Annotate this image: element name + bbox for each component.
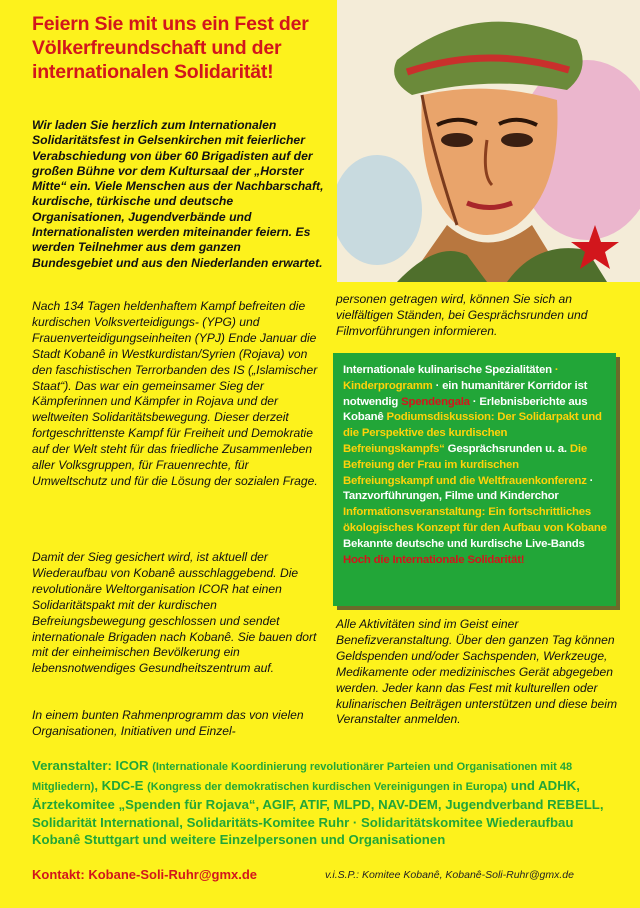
program-item-reports: Erlebnisberichte aus Kobanê	[343, 395, 588, 424]
program-separator: ·	[586, 474, 594, 487]
program-item-dance: Tanzvorführungen, Filme und Kinderchor	[343, 490, 559, 503]
program-item-talks: Gesprächsrunden u. a.	[447, 442, 567, 455]
portrait-illustration	[337, 0, 640, 282]
program-item-panel: Podiumsdiskussion: Der Solidarpakt und die Perspektive des kurdischen Befreiungskampfs“	[343, 411, 602, 455]
program-item-slogan: Hoch die Internationale Solidarität!	[343, 553, 525, 566]
program-item-kids: Kinderprogramm	[343, 379, 433, 392]
program-item-culinary: Internationale kulinarische Spezialitäten	[343, 364, 552, 376]
organizers-block	[32, 757, 617, 849]
program-item-gala: Spendengala	[401, 395, 470, 408]
organizers-kdce: , KDC-E	[94, 777, 144, 793]
program-separator: ·	[551, 364, 559, 376]
portrait-drawing	[337, 0, 640, 282]
visp-footer: v.i.S.P.: Komitee Kobanê, Kobanê-Soli-Ruhr@gmx.de	[325, 869, 574, 881]
contact-email: Kontakt: Kobane-Soli-Ruhr@gmx.de	[32, 867, 258, 882]
program-separator: ·	[432, 379, 443, 392]
body-paragraph-3-continued: personen getragen wird, können Sie sich an vielfältigen Ständen, bei Gesprächsrunden und Filmvorführungen informieren.	[336, 292, 588, 338]
body-paragraph-3: In einem bunten Rahmenprogramm das von vielen Organisationen, Initiativen und Einzel-	[32, 708, 304, 738]
program-item-bands: Bekannte deutsche und kurdische Live-Bands	[343, 537, 585, 550]
body-paragraph-4: Alle Aktivitäten sind im Geist einer Benefizveranstaltung. Über den ganzen Tag können Geldspenden und/oder Sachspenden, Werkzeuge, Medikamente oder medizinisches Gerät abgegeben werden. Jeder kann das Fest mit kulturellen oder kulinarischen Beiträgen unterstützen und diese beim Veranstalter anmelden.	[336, 617, 618, 727]
body-paragraph-2: Damit der Sieg gesichert wird, ist aktuell der Wiederaufbau von Kobanê ausschlaggebend. Die revolutionäre Weltorganisation ICOR hat einen Solidaritätspakt mit der kurdischen Befreiungsbewegung geschlossen und sendet internationale Brigaden nach Kobanê. Sie bauen dort mit der einheimischen Bevölkerung ein lebensnotwendiges Gesundheitszentrum auf.	[32, 550, 317, 676]
intro-paragraph: Wir laden Sie herzlich zum Internationalen Solidaritätsfest in Gelsenkirchen mit feierlicher Verabschiedung von über 60 Brigadisten auf der großen Bühne vor dem Kultursaal der „Horster Mitte“ ein. Viele Menschen aus der Nachbarschaft, kurdische, türkische und deutsche Organisationen, Jugendverbände und Internationalisten werden miteinander feiern. Es werden Teilnehmer aus dem ganzen Bundesgebiet und aus den Niederlanden erwartet.	[32, 118, 324, 270]
organizers-list: und ADHK, Ärztekomitee „Spenden für Rojava“, AGIF, ATIF, MLPD, NAV-DEM, Jugendverband REBELL, Solidarität International, Solidaritäts-Komitee Ruhr · Solidaritätskomitee Wiederaufbau Kobanê Stuttgart und weitere Einzelpersonen und Organisationen	[32, 777, 604, 848]
program-item-ecology: Informationsveranstaltung: Ein fortschrittliches ökologisches Konzept für den Aufbau von Kobane	[343, 506, 607, 534]
program-separator: ·	[469, 395, 480, 408]
program-item-corridor: ein humanitärer Korridor ist notwendig	[343, 379, 588, 408]
organizers-lead: Veranstalter: ICOR	[32, 758, 149, 773]
headline: Feiern Sie mit uns ein Fest der Völkerfreundschaft und der internationalen Solidarität!	[32, 13, 309, 83]
organizers-icor-note: (Internationale Koordinierung revolutionärer Parteien und Organisationen mit 48 Mitgliedern)	[32, 761, 573, 793]
body-paragraph-1: Nach 134 Tagen heldenhaftem Kampf befreiten die kurdischen Volksverteidigungs- (YPG) und Frauenverteidigungseinheiten (YPJ) Ende Januar die Stadt Kobanê in Westkurdistan/Syrien (Rojava) von den faschistischen Terrorbanden des IS („Islamischer Staat“). Das war ein gemeinsamer Sieg der Kämpferinnen und Kämpfer in Rojava und der weltweiten Solidaritätsbewegung. Dieser derzeit fortgeschrittenste Kampf für Freiheit und Demokratie auf der Welt steht für das friedliche Zusammenleben aller Volksgruppen, für Frauenrechte, für Umweltschutz und für die Lösung der sozialen Frage.	[32, 299, 318, 488]
program-box	[333, 353, 616, 606]
organizers-kdce-note: (Kongress der demokratischen kurdischen Vereinigungen in Europa)	[147, 780, 508, 793]
program-item-women: Die Befreiung der Frau im kurdischen Befreiungskampf und die Weltfrauenkonferenz	[343, 442, 587, 487]
